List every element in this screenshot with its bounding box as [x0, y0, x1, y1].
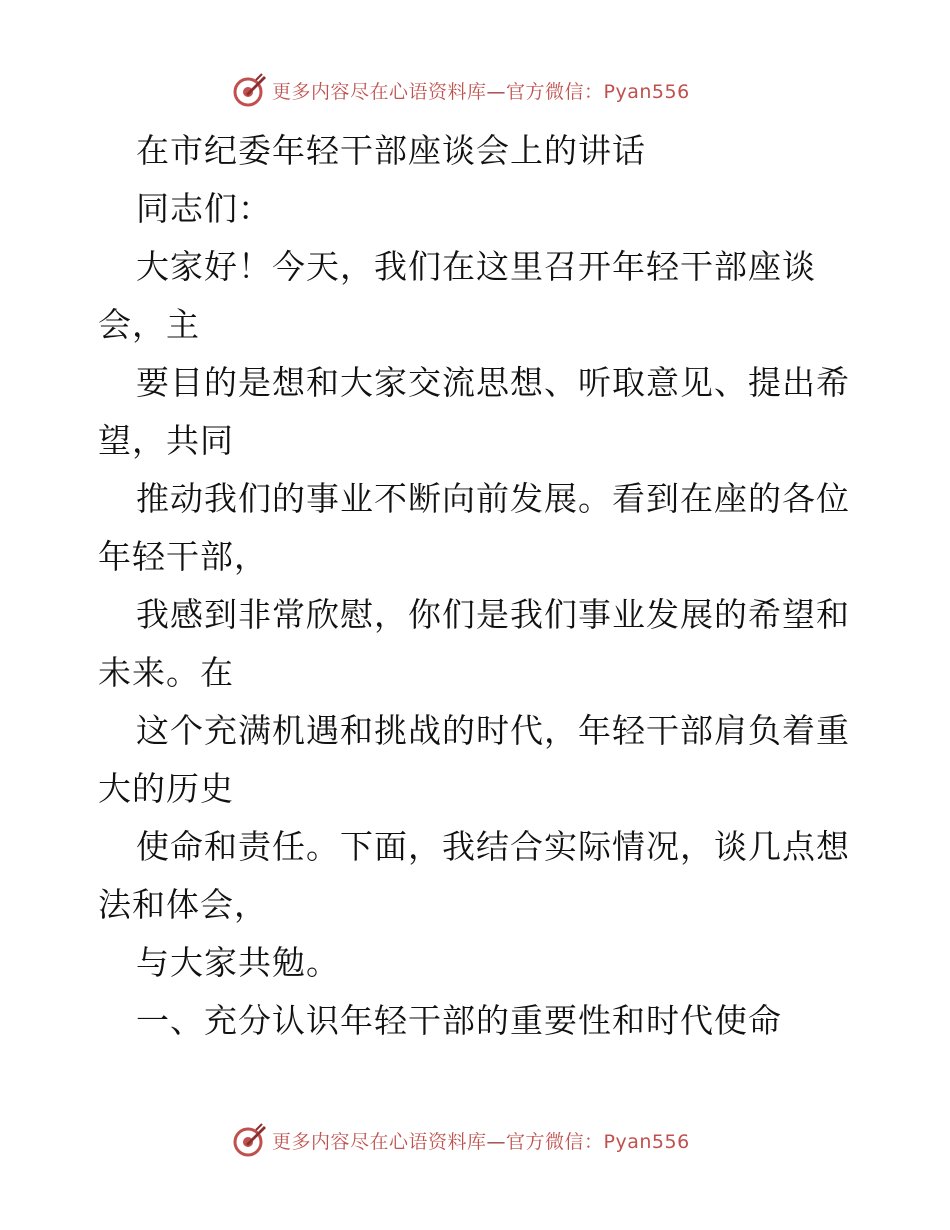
text-line: 年轻干部， — [98, 537, 268, 576]
watermark-separator: — — [486, 80, 507, 103]
quill-logo-icon — [232, 72, 268, 108]
document-body — [98, 122, 858, 1050]
text-line: 与大家共勉。 — [136, 943, 340, 982]
text-line: 未来。在 — [98, 653, 234, 692]
watermark-wechat-label: 官方微信： — [506, 1130, 604, 1153]
watermark-wechat-id: Pyan556 — [603, 80, 690, 103]
document-title: 在市纪委年轻干部座谈会上的讲话 — [136, 131, 646, 170]
text-line: 同志们： — [136, 189, 272, 228]
text-line: 大家好！今天，我们在这里召开年轻干部座谈 — [136, 247, 816, 286]
text-line: 法和体会， — [98, 885, 268, 924]
watermark-footer — [232, 1120, 752, 1160]
text-line: 要目的是想和大家交流思想、听取意见、提出希 — [136, 363, 850, 402]
text-line: 推动我们的事业不断向前发展。看到在座的各位 — [136, 479, 850, 518]
watermark-wechat-label: 官方微信： — [506, 80, 604, 103]
watermark-text — [272, 77, 690, 104]
watermark-separator: — — [486, 1130, 507, 1153]
text-line: 会，主 — [98, 305, 200, 344]
text-line: 使命和责任。下面，我结合实际情况，谈几点想 — [136, 827, 850, 866]
watermark-slogan: 更多内容尽在心语资料库 — [272, 1130, 487, 1153]
watermark-slogan: 更多内容尽在心语资料库 — [272, 80, 487, 103]
watermark-wechat-id: Pyan556 — [603, 1130, 690, 1153]
text-line: 这个充满机遇和挑战的时代，年轻干部肩负着重 — [136, 711, 850, 750]
text-line: 望，共同 — [98, 421, 234, 460]
watermark-header — [232, 70, 752, 110]
text-line: 大的历史 — [98, 769, 234, 808]
document-paragraphs — [98, 180, 858, 1050]
text-line: 一、充分认识年轻干部的重要性和时代使命 — [136, 1001, 782, 1040]
text-line: 我感到非常欣慰，你们是我们事业发展的希望和 — [136, 595, 850, 634]
quill-logo-icon — [232, 1122, 268, 1158]
watermark-text — [272, 1127, 690, 1154]
